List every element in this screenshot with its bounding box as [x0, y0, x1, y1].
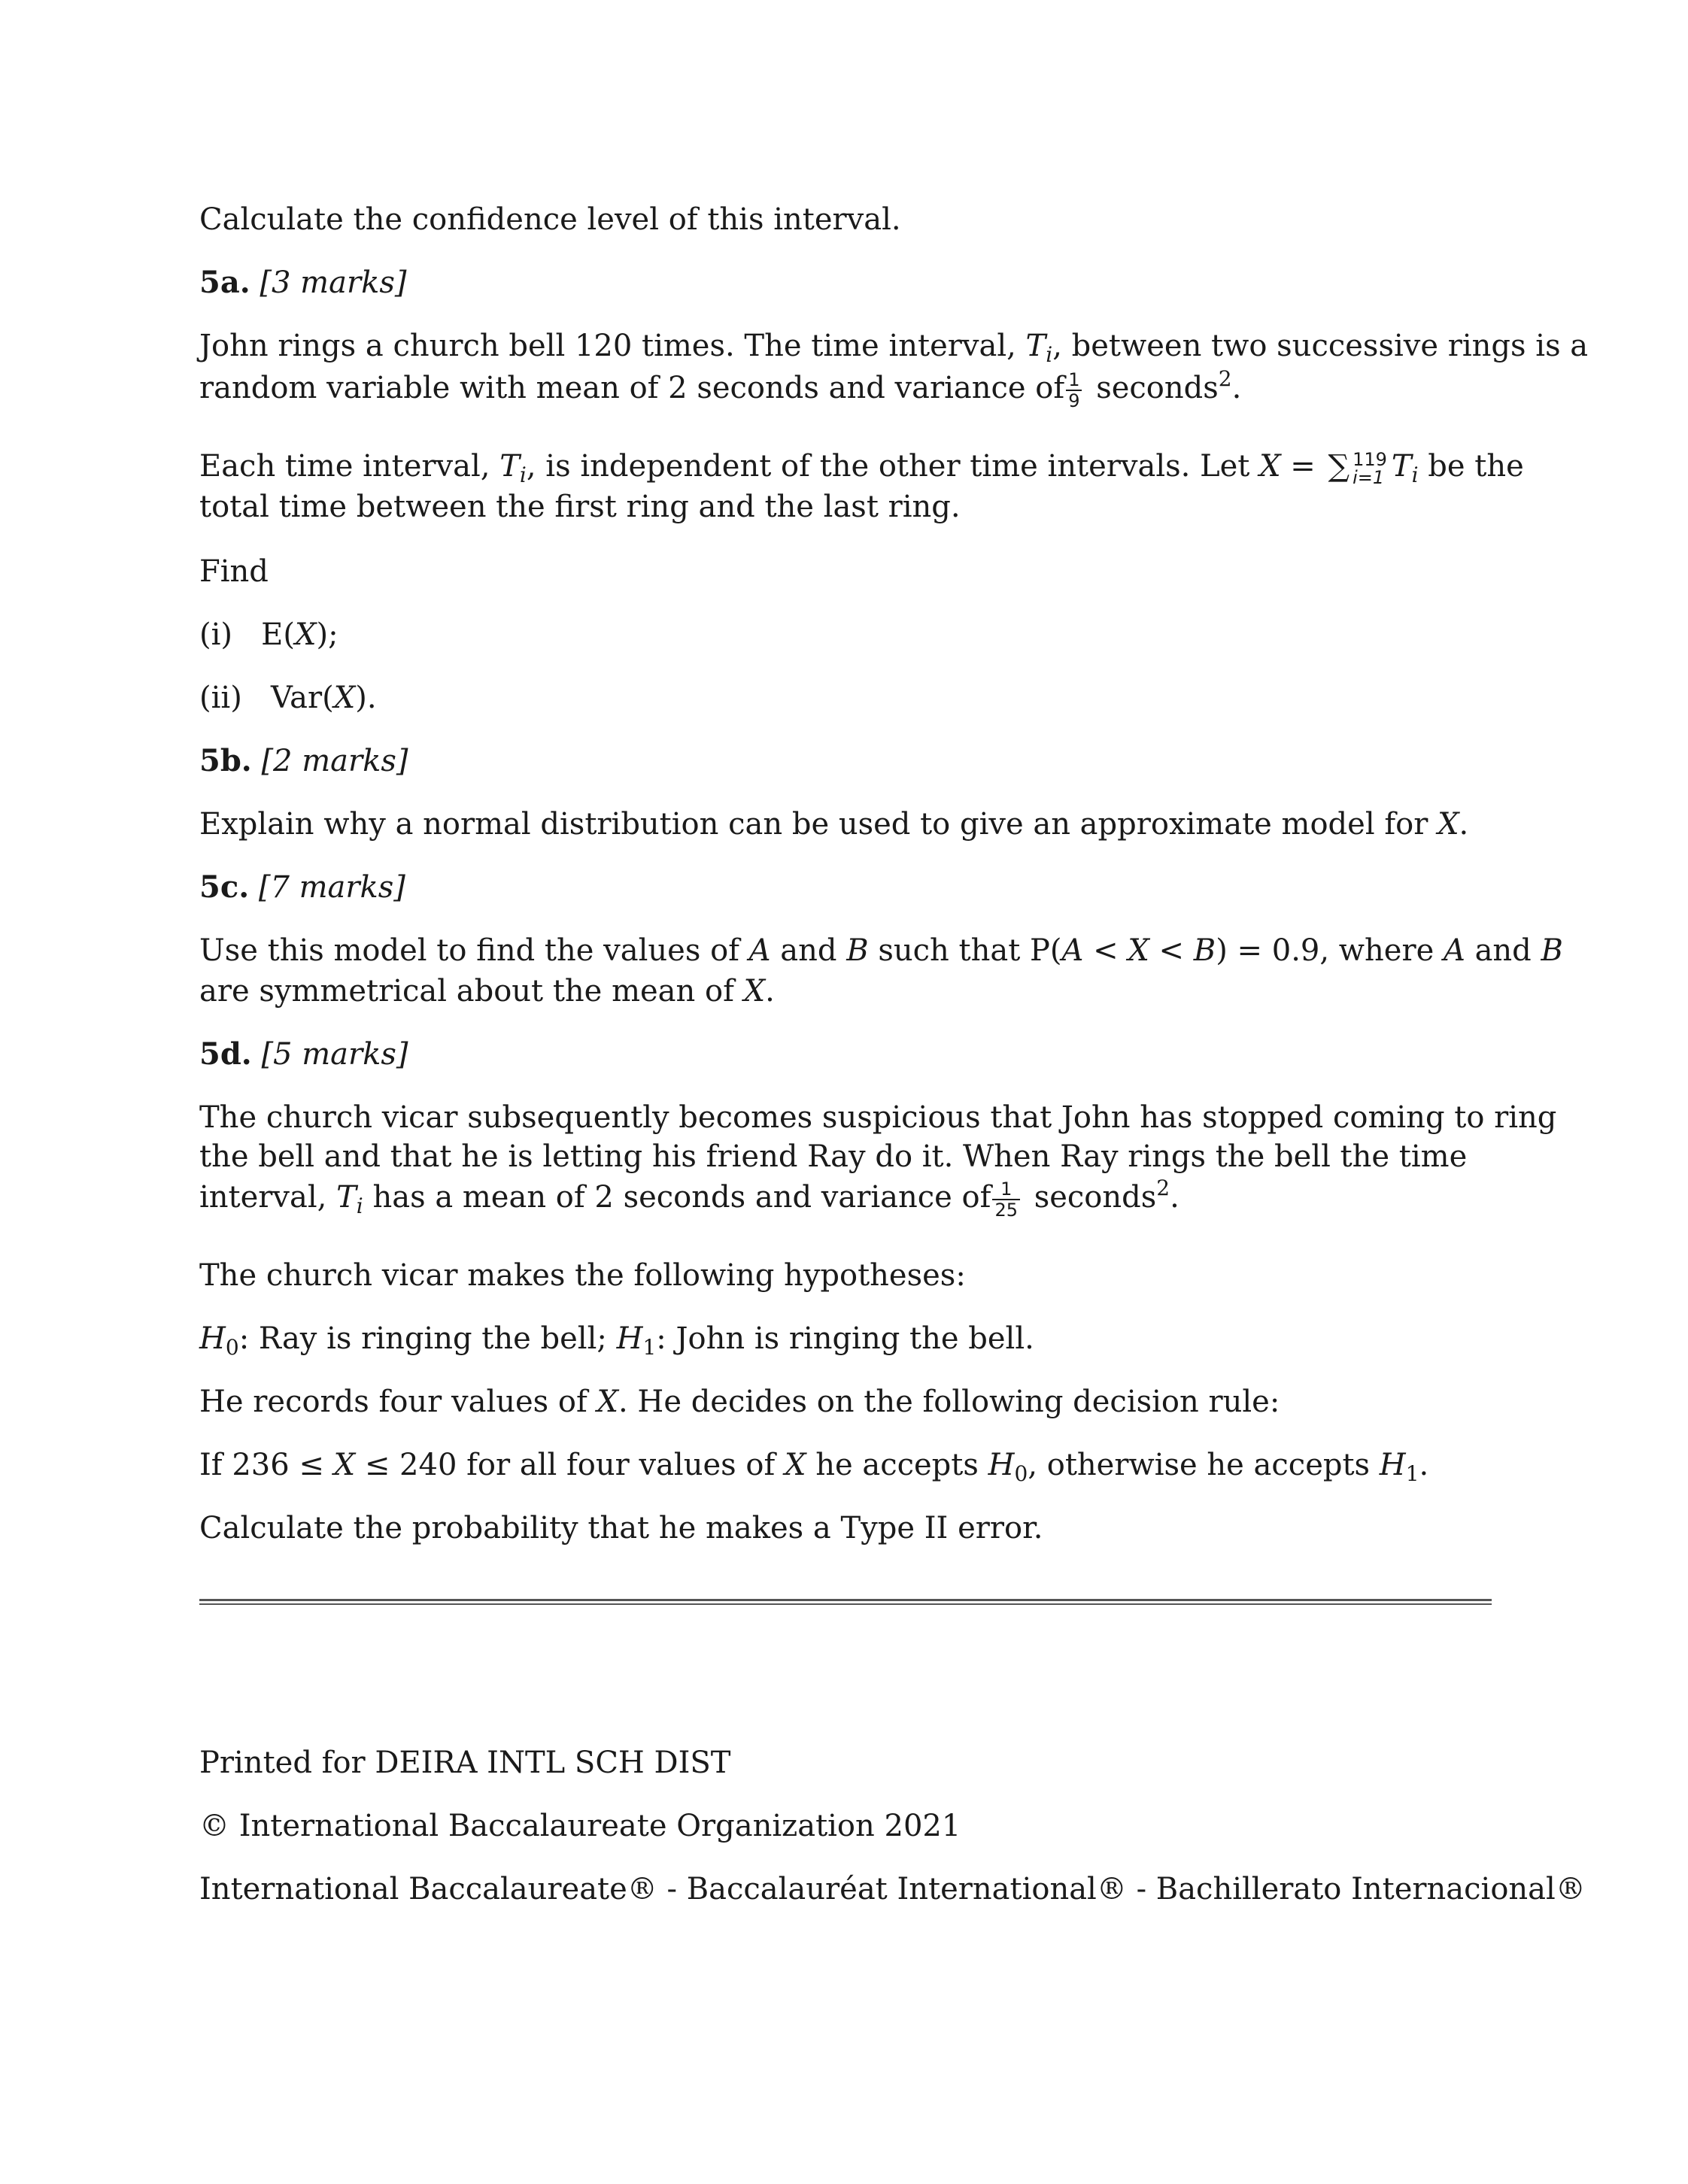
question-5a-part-i: (i) E(X);	[199, 617, 339, 652]
question-5a-line2: random variable with mean of 2 seconds and variance of $\frac{1}{9}$ seconds$^2$.	[199, 366, 1242, 411]
footer-trademark: International Baccalaureate® - Baccalauréat International® - Bachillerato Internacional®	[199, 1872, 1586, 1906]
question-5a-part-ii: (ii) Var(X).	[199, 681, 377, 715]
question-5c-heading: 5c. [7 marks]	[199, 869, 405, 905]
question-5a-line1: John rings a church bell 120 times. The time interval, $T_i$, between two successive rings is a	[199, 329, 1589, 367]
question-5a-heading: 5a. [3 marks]	[199, 265, 407, 300]
footer-copyright: © International Baccalaureate Organization 2021	[199, 1809, 961, 1843]
question-5d-hypotheses-intro: The church vicar makes the following hypotheses:	[199, 1258, 966, 1293]
summation: ∑	[1328, 449, 1350, 484]
question-5a-line4: total time between the first ring and the last ring.	[199, 490, 961, 524]
question-5b-text: Explain why a normal distribution can be used to give an approximate model for X.	[199, 807, 1469, 842]
fraction-one-twentyfifth: $\frac{1}{25}$	[992, 1179, 1020, 1220]
question-5c-line1: Use this model to find the values of A and B such that P(A < X < B) = 0.9, where A and B	[199, 933, 1563, 968]
question-5b-heading: 5b. [2 marks]	[199, 743, 408, 778]
question-5a-find: Find	[199, 554, 269, 589]
question-5d-hypotheses: $H_0$: Ray is ringing the bell; $H_1$: John is ringing the bell.	[199, 1321, 1034, 1360]
footer-printed-for: Printed for DEIRA INTL SCH DIST	[199, 1746, 731, 1780]
question-5d-rule: If 236 ≤ X ≤ 240 for all four values of X he accepts $H_0$, otherwise he accepts $H_1$.	[199, 1448, 1429, 1486]
fraction-one-ninth: $\frac{1}{9}$	[1066, 370, 1082, 411]
question-5c-line2: are symmetrical about the mean of X.	[199, 974, 775, 1009]
summation-limits: 119 i=1	[1353, 449, 1387, 488]
intro-text: Calculate the confidence level of this interval.	[199, 202, 901, 237]
question-5d-heading: 5d. [5 marks]	[199, 1036, 408, 1072]
question-5a-line3: Each time interval, $T_i$, is independent of the other time intervals. Let X = ∑ 119 i=1 $T_i$ be the	[199, 447, 1523, 487]
question-5d-record: He records four values of X. He decides on the following decision rule:	[199, 1385, 1280, 1419]
question-5d-line1: The church vicar subsequently becomes suspicious that John has stopped coming to ring	[199, 1100, 1557, 1135]
question-5d-line3: interval, $T_i$ has a mean of 2 seconds and variance of $\frac{1}{25}$ seconds$^2$.	[199, 1175, 1179, 1221]
question-5d-line2: the bell and that he is letting his friend Ray do it. When Ray rings the bell the time	[199, 1139, 1468, 1174]
section-divider	[199, 1599, 1492, 1605]
question-5d-final: Calculate the probability that he makes a Type II error.	[199, 1511, 1043, 1545]
